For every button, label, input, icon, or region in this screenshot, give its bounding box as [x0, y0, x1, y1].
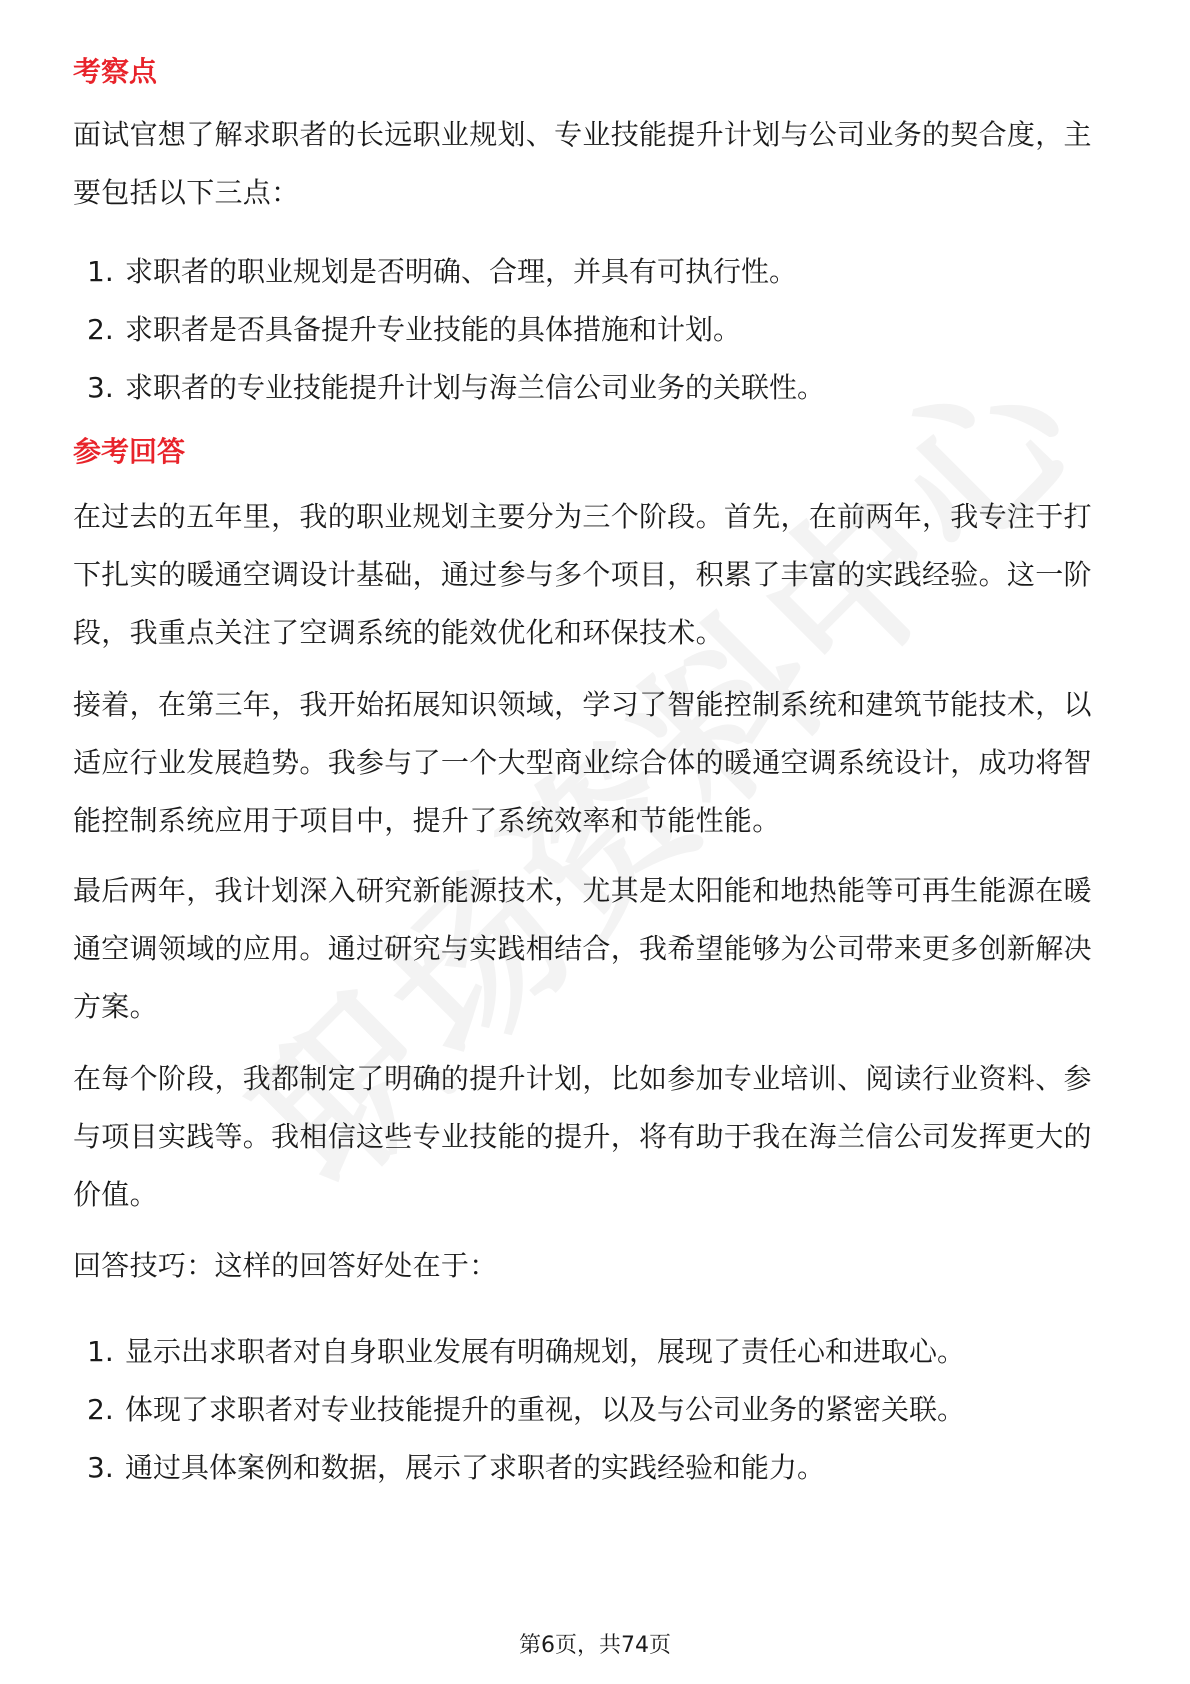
key-points-list — [73, 243, 1118, 417]
list-item — [73, 359, 1118, 417]
list-item — [73, 1323, 1118, 1381]
list-item — [73, 1439, 1118, 1497]
answer-paragraph-4: 在每个阶段，我都制定了明确的提升计划，比如参加专业培训、阅读行业资料、参与项目实践等。我相信这些专业技能的提升，将有助于我在海兰信公司发挥更大的价值。 — [73, 1062, 1092, 1211]
section-title-kaochadian: 考察点 — [73, 55, 158, 88]
page-number-footer: 第6页，共74页 — [519, 1633, 671, 1658]
list-item-text: 求职者是否具备提升专业技能的具体措施和计划。 — [125, 313, 742, 346]
answer-paragraph-1: 在过去的五年里，我的职业规划主要分为三个阶段。首先，在前两年，我专注于打下扎实的暖通空调设计基础，通过参与多个项目，积累了丰富的实践经验。这一阶段，我重点关注了空调系统的能效优化和环保技术。 — [73, 500, 1092, 649]
list-item-number: 3. — [87, 1451, 114, 1484]
tips-intro: 回答技巧：这样的回答好处在于： — [73, 1249, 498, 1282]
list-item — [73, 1381, 1118, 1439]
list-item — [73, 301, 1118, 359]
intro-paragraph: 面试官想了解求职者的长远职业规划、专业技能提升计划与公司业务的契合度，主要包括以下三点： — [73, 118, 1092, 209]
answer-paragraph-3: 最后两年，我计划深入研究新能源技术，尤其是太阳能和地热能等可再生能源在暖通空调领域的应用。通过研究与实践相结合，我希望能够为公司带来更多创新解决方案。 — [73, 874, 1092, 1023]
list-item-text: 体现了求职者对专业技能提升的重视，以及与公司业务的紧密关联。 — [125, 1393, 966, 1426]
tips-list — [73, 1323, 1118, 1497]
list-item-text: 求职者的职业规划是否明确、合理，并具有可执行性。 — [125, 255, 798, 288]
answer-paragraph-2: 接着，在第三年，我开始拓展知识领域，学习了智能控制系统和建筑节能技术，以适应行业发展趋势。我参与了一个大型商业综合体的暖通空调系统设计，成功将智能控制系统应用于项目中，提升了系统效率和节能性能。 — [73, 688, 1092, 837]
list-item-number: 1. — [87, 1335, 114, 1368]
list-item-number: 2. — [87, 313, 114, 346]
list-item-number: 1. — [87, 255, 114, 288]
list-item — [73, 243, 1118, 301]
list-item-text: 求职者的专业技能提升计划与海兰信公司业务的关联性。 — [125, 371, 826, 404]
list-item-number: 2. — [87, 1393, 114, 1426]
section-title-cankaohuida: 参考回答 — [73, 435, 186, 468]
list-item-number: 3. — [87, 371, 114, 404]
list-item-text: 通过具体案例和数据，展示了求职者的实践经验和能力。 — [125, 1451, 826, 1484]
list-item-text: 显示出求职者对自身职业发展有明确规划，展现了责任心和进取心。 — [125, 1335, 966, 1368]
